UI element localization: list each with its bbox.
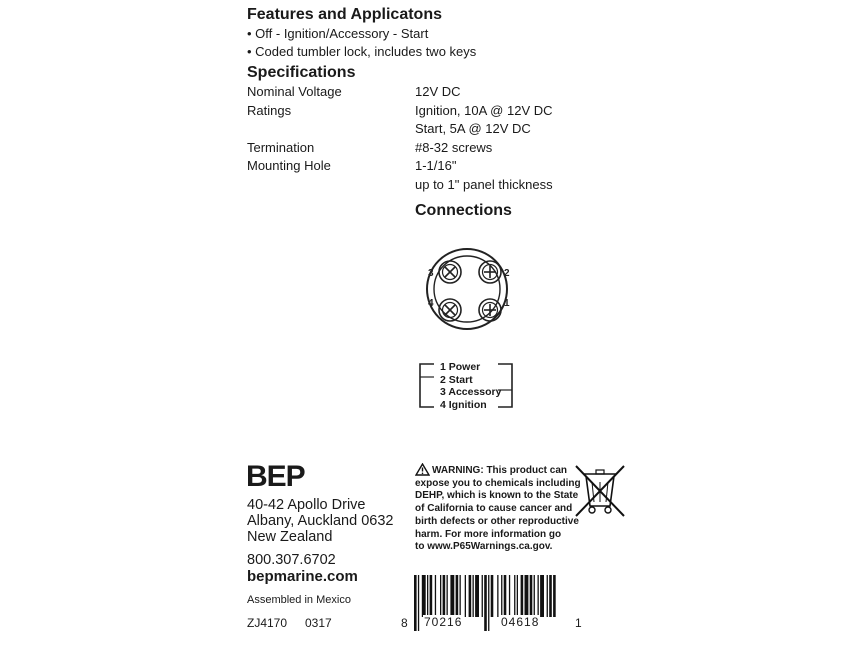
barcode-bar — [509, 575, 510, 617]
features-heading: Features and Applicatons — [247, 6, 442, 23]
barcode-bar — [538, 575, 539, 617]
barcode-bar — [547, 575, 548, 617]
barcode-bar — [469, 575, 472, 617]
warning-line: DEHP, which is known to the State — [415, 490, 579, 502]
barcode-bar — [443, 575, 446, 617]
terminal-3 — [439, 261, 461, 283]
barcode-bar — [549, 575, 552, 617]
connector-diagram — [412, 230, 522, 345]
barcode-group-2: 04618 — [501, 615, 540, 629]
address-line: New Zealand — [247, 529, 333, 545]
part-code: ZJ4170 — [247, 616, 288, 630]
warning-line: harm. For more information go — [415, 528, 562, 540]
barcode-bar — [414, 575, 417, 631]
assembled-in: Assembled in Mexico — [247, 594, 351, 606]
barcode-bar — [534, 575, 535, 617]
spec-value: Ignition, 10A @ 12V DC — [415, 103, 553, 118]
spec-value: 1-1/16" — [415, 158, 457, 173]
barcode-bar — [418, 575, 419, 631]
spec-value: Start, 5A @ 12V DC — [415, 121, 531, 136]
connections-legend — [440, 361, 502, 412]
company-address — [247, 497, 393, 545]
barcode-bar — [540, 575, 544, 617]
barcode-bar — [450, 575, 454, 617]
warning-line: expose you to chemicals including — [415, 477, 581, 489]
warning-text — [415, 465, 581, 554]
terminal-2 — [479, 261, 501, 283]
barcode-bar — [488, 575, 489, 631]
legend-item: 1 Power — [440, 361, 481, 373]
barcode-group-1: 70216 — [424, 615, 463, 629]
connections-heading: Connections — [415, 202, 512, 219]
address-line: 40-42 Apollo Drive — [247, 497, 366, 513]
legend-item: 4 Ignition — [440, 399, 487, 412]
company-phone: 800.307.6702 — [247, 552, 336, 568]
company-website[interactable]: bepmarine.com — [247, 568, 358, 585]
barcode-bar — [501, 575, 502, 617]
barcode-bar — [553, 575, 556, 617]
features-item: • Coded tumbler lock, includes two keys — [247, 44, 477, 59]
terminal-label: 3 — [428, 268, 434, 279]
terminal-1 — [479, 299, 501, 321]
barcode-bar — [497, 575, 498, 617]
terminal-label: 2 — [504, 268, 510, 279]
barcode-right-digit: 1 — [575, 616, 583, 630]
spec-label: Ratings — [247, 103, 292, 118]
barcode-left-digit: 8 — [401, 616, 409, 630]
bep-logo: BEP — [246, 460, 305, 493]
barcode-bar — [465, 575, 466, 617]
spec-value: #8-32 screws — [415, 140, 493, 155]
warning-line: to www.P65Warnings.ca.gov. — [415, 541, 553, 553]
barcode-bar — [514, 575, 515, 617]
barcode-bar — [447, 575, 448, 617]
terminal-label: 1 — [504, 298, 510, 309]
barcode-bar — [440, 575, 441, 617]
address-line: Albany, Auckland 0632 — [247, 513, 394, 529]
terminal-4 — [439, 299, 461, 321]
barcode-bar — [460, 575, 461, 617]
barcode-bar — [491, 575, 494, 617]
barcode-bar — [475, 575, 479, 617]
warning-line: of California to cause cancer and — [415, 503, 573, 515]
legend-item: 3 Accessory — [440, 386, 502, 399]
barcode-bar — [525, 575, 529, 617]
barcode-bar — [427, 575, 428, 617]
barcode-bar — [504, 575, 507, 617]
spec-value: up to 1" panel thickness — [415, 177, 553, 192]
barcode-bar — [430, 575, 433, 617]
barcode-bar — [484, 575, 487, 631]
spec-label: Termination — [247, 140, 315, 155]
barcode-bar — [422, 575, 426, 617]
crossed-out-bin-icon — [572, 462, 628, 520]
date-code: 0317 — [305, 616, 332, 630]
barcode-bar — [521, 575, 524, 617]
features-item: • Off - Ignition/Accessory - Start — [247, 26, 429, 41]
specs-heading: Specifications — [247, 64, 356, 81]
barcode-bar — [456, 575, 459, 617]
legend-item: 2 Start — [440, 373, 473, 386]
spec-value: 12V DC — [415, 84, 461, 99]
terminal-label: 4 — [428, 298, 434, 309]
warning-line: WARNING: This product can — [432, 465, 567, 476]
barcode-bar — [517, 575, 518, 617]
barcode-bar — [530, 575, 533, 617]
warning-line: birth defects or other reproductive — [415, 515, 579, 527]
spec-label: Nominal Voltage — [247, 84, 342, 99]
barcode-bar — [473, 575, 474, 617]
spec-label: Mounting Hole — [247, 158, 331, 173]
barcode-bar — [435, 575, 436, 617]
barcode-bar — [482, 575, 483, 617]
